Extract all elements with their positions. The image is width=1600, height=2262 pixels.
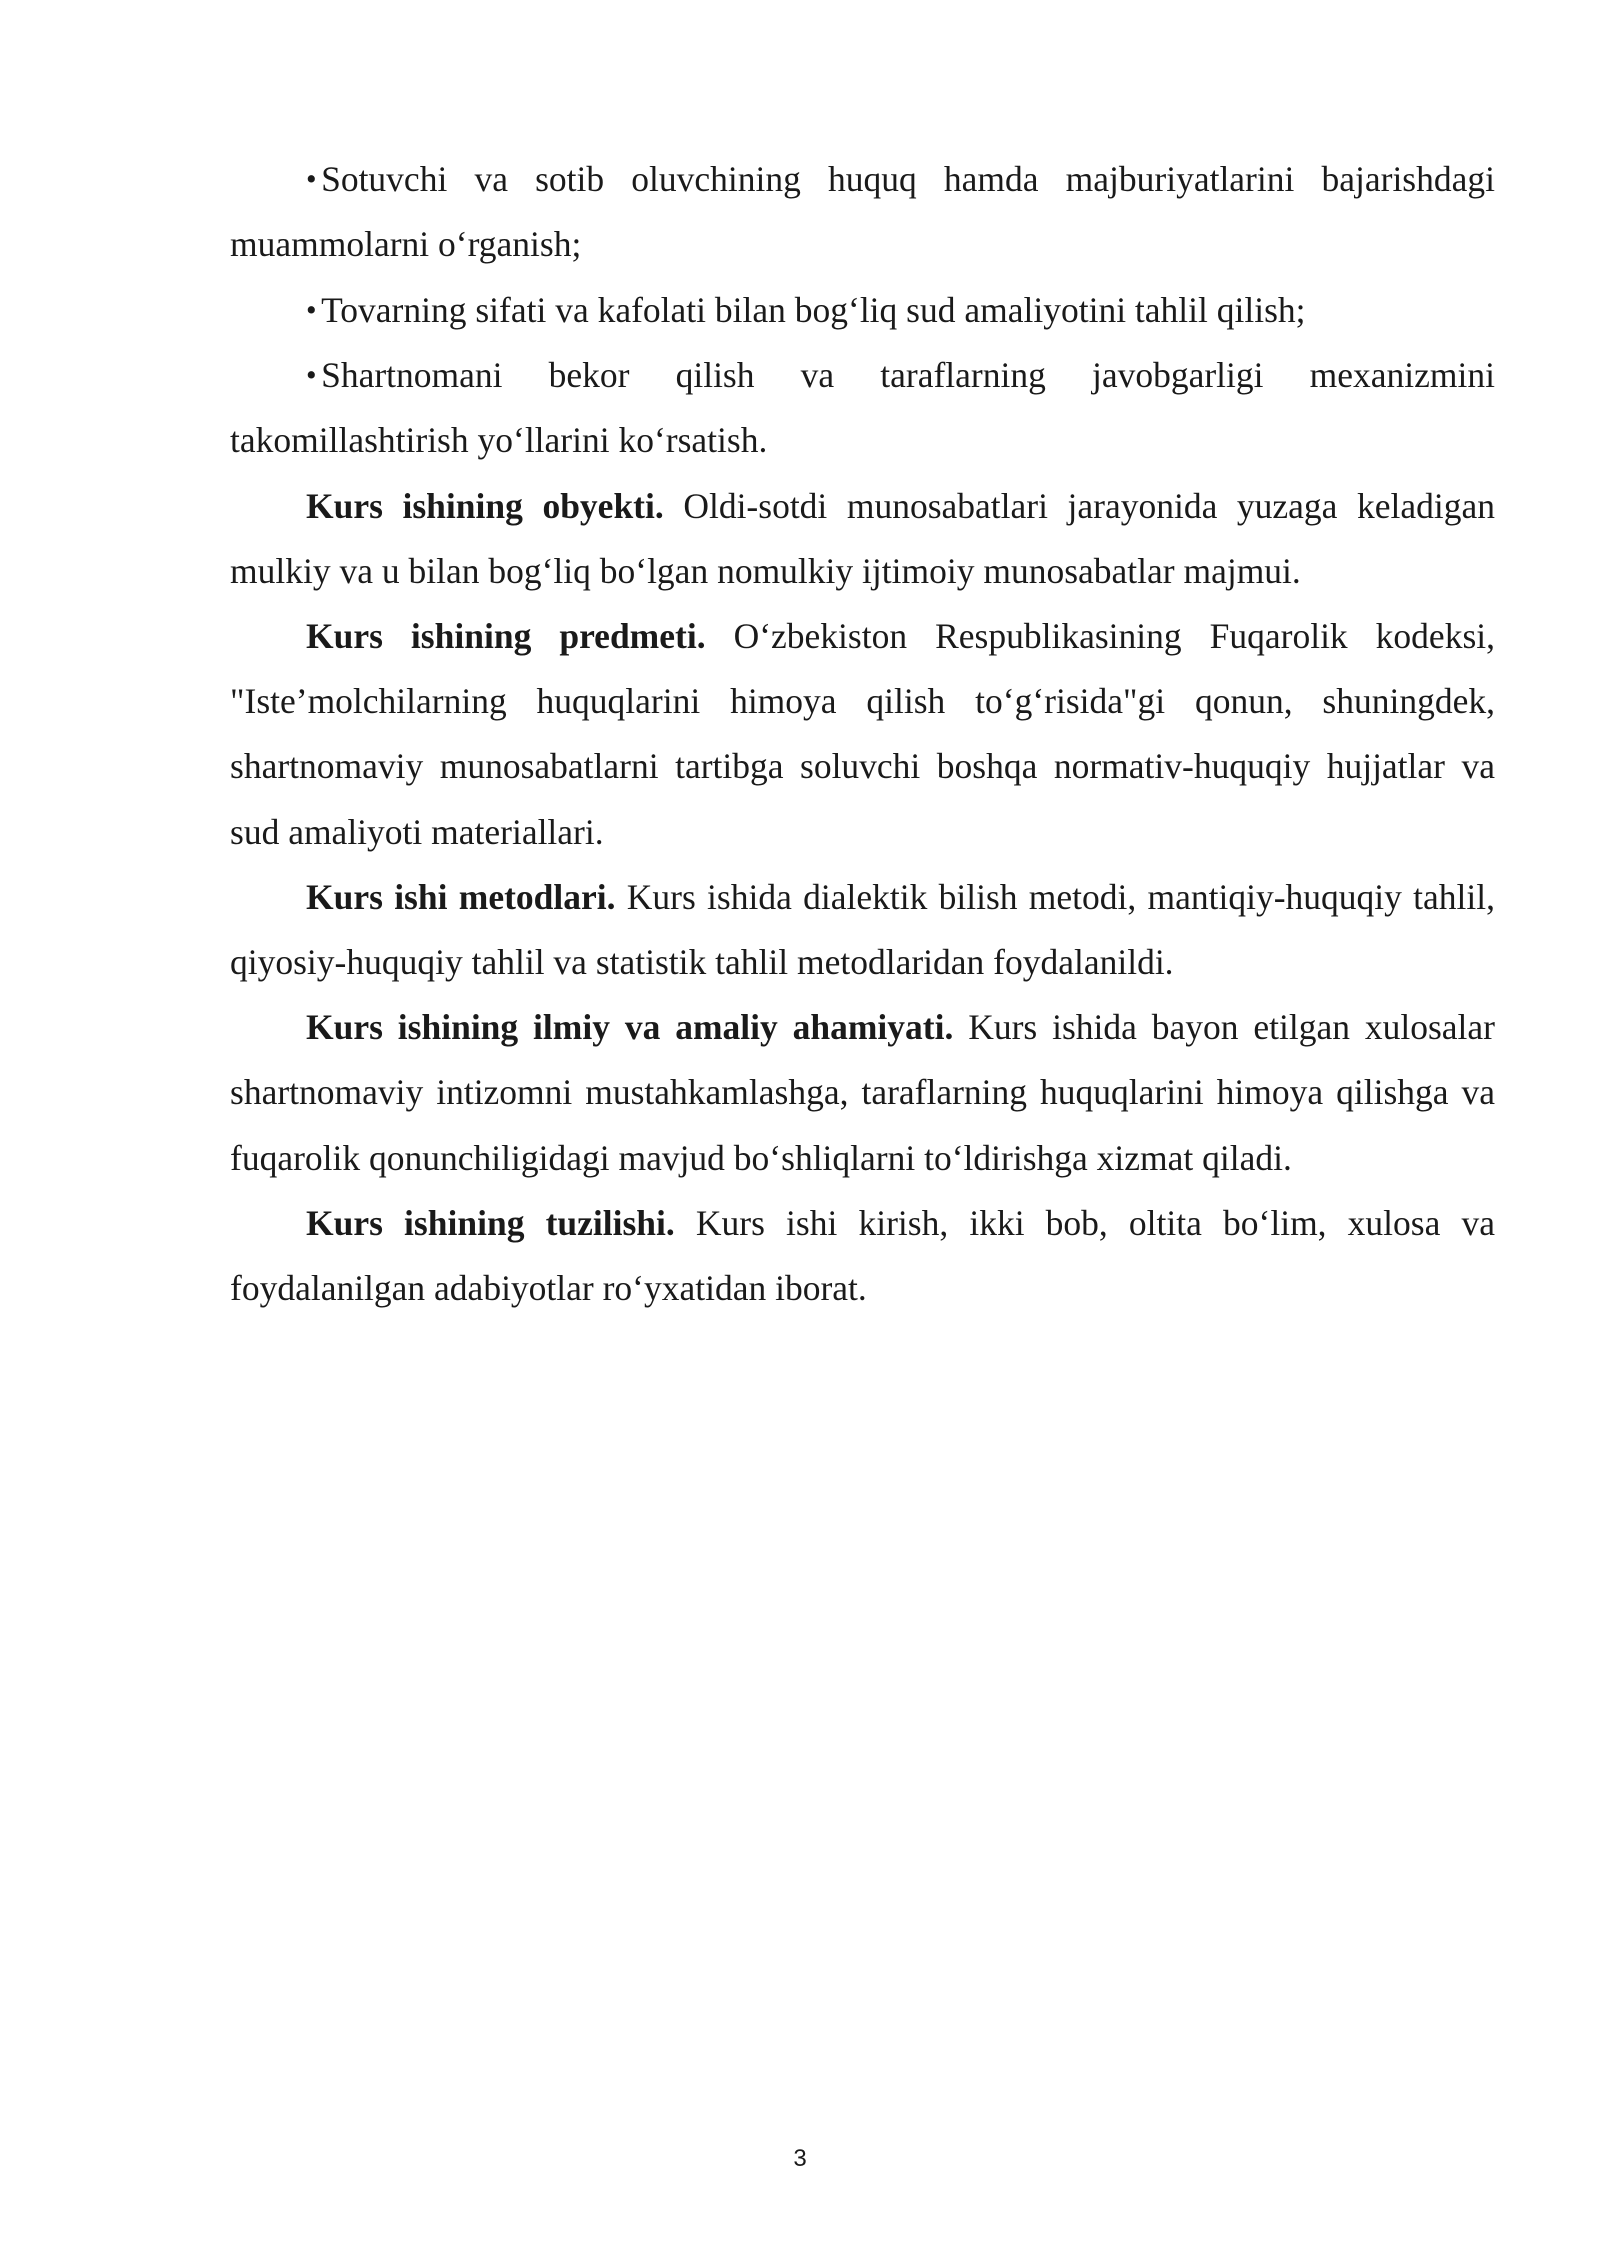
- section-text: Kurs ishida dialektik bilish metodi, mantiqiy-huquqiy tahlil, qiyosiy-huquqiy tahlil va statistik tahlil metodlaridan foydalanildi.: [230, 876, 1495, 983]
- section-heading: Kurs ishi metodlari.: [306, 876, 616, 917]
- bullet-icon: •: [306, 162, 317, 197]
- page-number: 3: [793, 2145, 807, 2172]
- bullet-item: [230, 343, 1495, 474]
- bullet-item: [230, 147, 1495, 278]
- body-text: [230, 147, 1495, 1321]
- section-methods: [230, 865, 1495, 995]
- section-heading: Kurs ishining ilmiy va amaliy ahamiyati.: [306, 1007, 954, 1048]
- bullet-text: Shartnomani bekor qilish va taraflarning javobgarligi mexanizmini takomillashtirish yo‘llarini ko‘rsatish.: [230, 355, 1495, 461]
- section-heading: Kurs ishining obyekti.: [306, 485, 664, 526]
- section-text: Oldi-sotdi munosabatlari jarayonida yuzaga keladigan mulkiy va u bilan bog‘liq bo‘lgan nomulkiy ijtimoiy munosabatlar majmui.: [230, 485, 1495, 591]
- bullet-item: [230, 278, 1495, 343]
- section-heading: Kurs ishining tuzilishi.: [306, 1202, 675, 1243]
- section-text: Kurs ishida bayon etilgan xulosalar shartnomaviy intizomni mustahkamlashga, taraflarning huquqlarini himoya qilishga va fuqarolik qonunchiligidagi mavjud bo‘shliqlarni to‘ldirishga xizmat qiladi.: [230, 1007, 1496, 1178]
- section-heading: Kurs ishining predmeti.: [306, 616, 706, 657]
- bullet-text: Tovarning sifati va kafolati bilan bog‘liq sud amaliyotini tahlil qilish;: [321, 289, 1306, 330]
- section-text: O‘zbekiston Respublikasining Fuqarolik kodeksi, "Iste’molchilarning huquqlarini himoya qilish to‘g‘risida"gi qonun, shuningdek, shartnomaviy munosabatlarni tartibga soluvchi boshqa normativ-huquqiy hujjatlar va sud amaliyoti materiallari.: [230, 616, 1495, 852]
- section-object: [230, 474, 1495, 604]
- section-structure: [230, 1191, 1495, 1321]
- section-text: Kurs ishi kirish, ikki bob, oltita bo‘lim, xulosa va foydalanilgan adabiyotlar ro‘yxatidan iborat.: [230, 1202, 1495, 1309]
- section-subject: [230, 604, 1495, 865]
- bullet-text: Sotuvchi va sotib oluvchining huquq hamda majburiyatlarini bajarishdagi muammolarni o‘rganish;: [230, 159, 1495, 265]
- bullet-icon: •: [306, 358, 317, 393]
- section-significance: [230, 995, 1495, 1191]
- bullet-icon: •: [306, 292, 317, 327]
